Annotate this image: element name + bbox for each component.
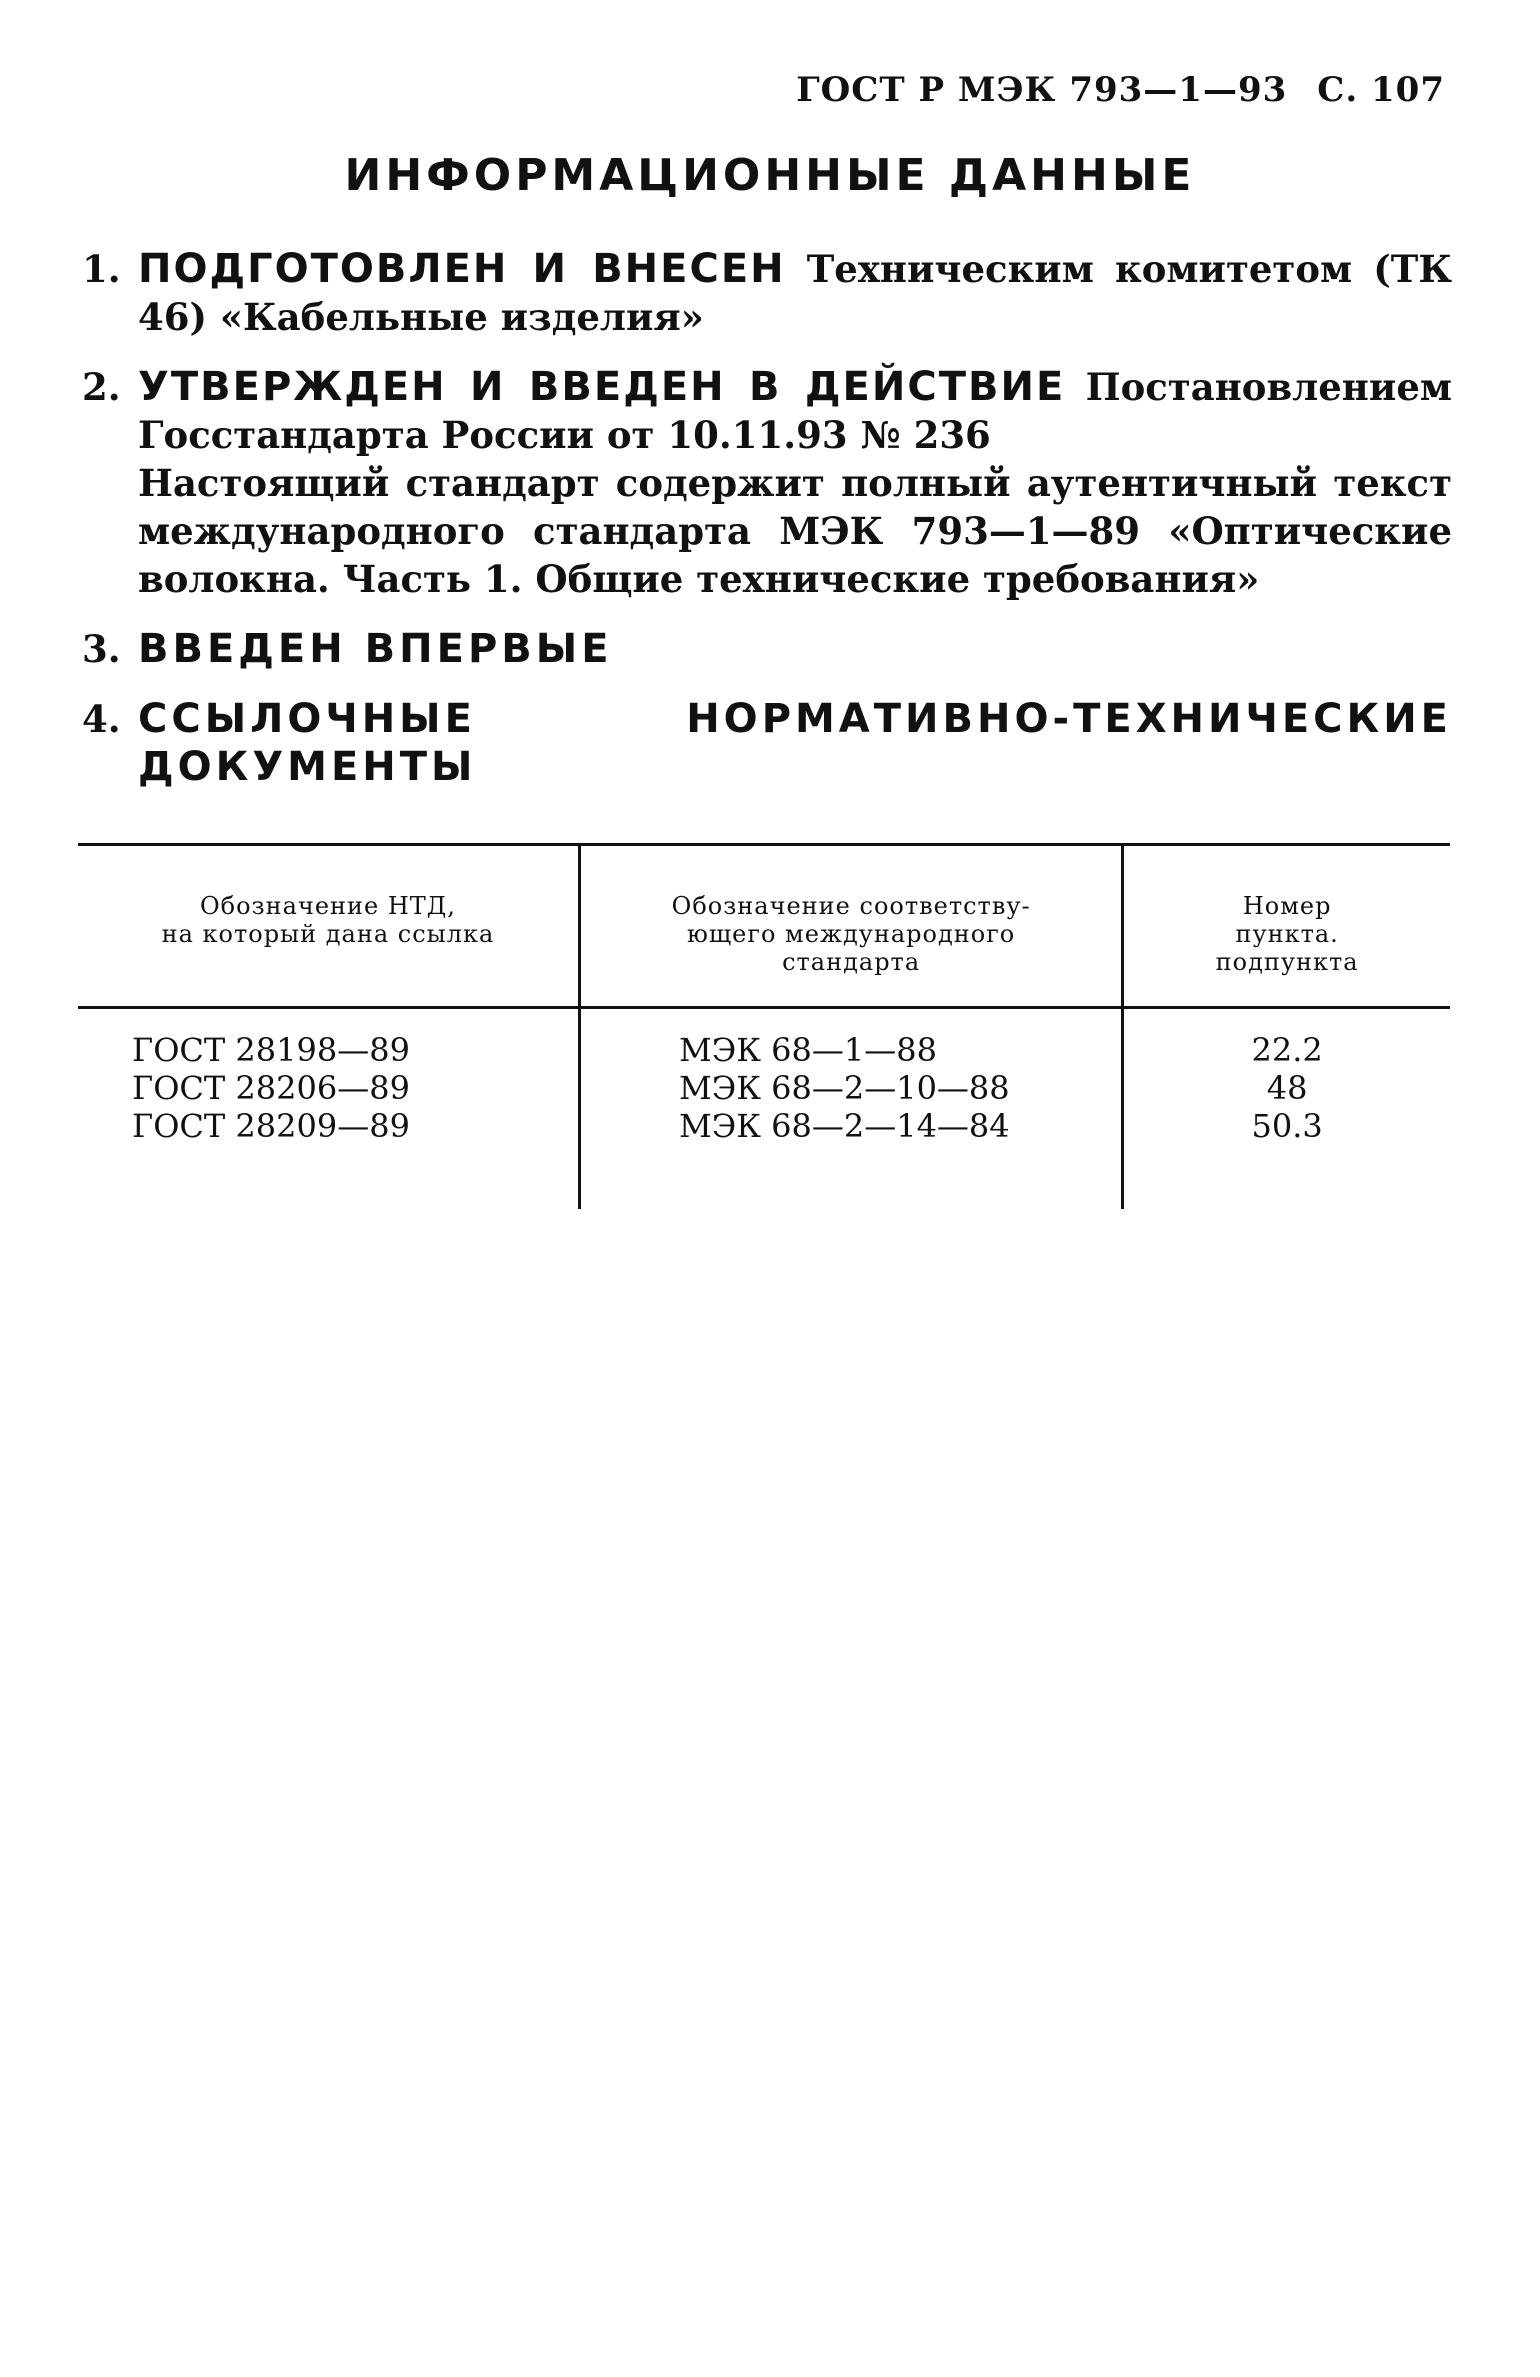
table-cell-gost: ГОСТ 28206—89 bbox=[132, 1069, 410, 1107]
item-1-text: Техническим комитетом (ТК 46) «Кабельные изделия» bbox=[138, 247, 1452, 339]
header-text: пункта. bbox=[1235, 920, 1339, 948]
table-cell-gost: ГОСТ 28198—89 bbox=[132, 1031, 410, 1069]
table-cell-iec: МЭК 68—2—14—84 bbox=[678, 1107, 1010, 1145]
item-2-text: Постановлением Госстандарта России от 10.11.93 № 236 bbox=[138, 365, 1453, 457]
item-3-paragraph bbox=[138, 625, 1452, 673]
table-cell-point: 22.2 bbox=[1251, 1031, 1323, 1069]
header-text: стандарта bbox=[782, 948, 921, 976]
header-text: Обозначение НТД, bbox=[199, 892, 456, 920]
references-table bbox=[78, 843, 1450, 1209]
info-items-list bbox=[82, 245, 1452, 813]
item-2-lead: УТВЕРЖДЕН И ВВЕДЕН В ДЕЙСТВИЕ bbox=[138, 364, 1066, 410]
info-item-1 bbox=[82, 245, 1452, 341]
section-title: ИНФОРМАЦИОННЫЕ ДАННЫЕ bbox=[344, 150, 1196, 201]
item-number: 3. bbox=[82, 627, 121, 671]
document-designation: ГОСТ Р МЭК 793—1—93 bbox=[796, 70, 1288, 110]
item-2-paragraph bbox=[138, 363, 1452, 459]
gost-list bbox=[78, 1009, 578, 1145]
table-cell-iec: МЭК 68—1—88 bbox=[678, 1031, 937, 1069]
header-text: подпункта bbox=[1215, 948, 1359, 976]
gost-column-cell bbox=[78, 1008, 579, 1210]
column-header-iec bbox=[579, 845, 1122, 1008]
iec-column-cell bbox=[579, 1008, 1122, 1210]
header-text: на который дана ссылка bbox=[161, 920, 495, 948]
item-1-lead: ПОДГОТОВЛЕН И ВНЕСЕН bbox=[138, 246, 786, 292]
references-table-wrapper bbox=[78, 843, 1450, 1209]
item-4-paragraph bbox=[138, 695, 1452, 791]
column-header-point bbox=[1123, 845, 1450, 1008]
item-4-lead: ССЫЛОЧНЫЕ НОРМАТИВНО-ТЕХНИЧЕСКИЕ ДОКУМЕНТЫ bbox=[138, 696, 1452, 790]
info-item-3 bbox=[82, 625, 1452, 673]
item-number: 1. bbox=[82, 247, 121, 291]
page-number: С. 107 bbox=[1317, 70, 1445, 110]
table-cell-point: 50.3 bbox=[1251, 1107, 1323, 1145]
item-3-lead: ВВЕДЕН ВПЕРВЫЕ bbox=[138, 626, 613, 672]
item-number: 2. bbox=[82, 365, 121, 409]
table-header-row bbox=[78, 845, 1450, 1008]
info-item-2 bbox=[82, 363, 1452, 603]
item-number: 4. bbox=[82, 697, 121, 741]
table-cell-gost: ГОСТ 28209—89 bbox=[132, 1107, 410, 1145]
iec-list bbox=[581, 1009, 1121, 1145]
item-2-note: Настоящий стандарт содержит полный аутентичный текст международного стандарта МЭК 793—1—89 «Оптические волокна. Часть 1. Общие технические требования» bbox=[138, 461, 1452, 601]
info-item-4 bbox=[82, 695, 1452, 791]
table-cell-iec: МЭК 68—2—10—88 bbox=[678, 1069, 1010, 1107]
table-cell-point: 48 bbox=[1266, 1069, 1308, 1107]
item-1-paragraph bbox=[138, 245, 1452, 341]
point-column-cell bbox=[1123, 1008, 1450, 1210]
header-text: Номер bbox=[1242, 892, 1332, 920]
header-text: ющего международного bbox=[686, 920, 1016, 948]
point-list bbox=[1124, 1009, 1450, 1145]
running-head bbox=[796, 70, 1445, 110]
column-header-gost bbox=[78, 845, 579, 1008]
table-body-row bbox=[78, 1008, 1450, 1210]
header-text: Обозначение соответству- bbox=[671, 892, 1031, 920]
